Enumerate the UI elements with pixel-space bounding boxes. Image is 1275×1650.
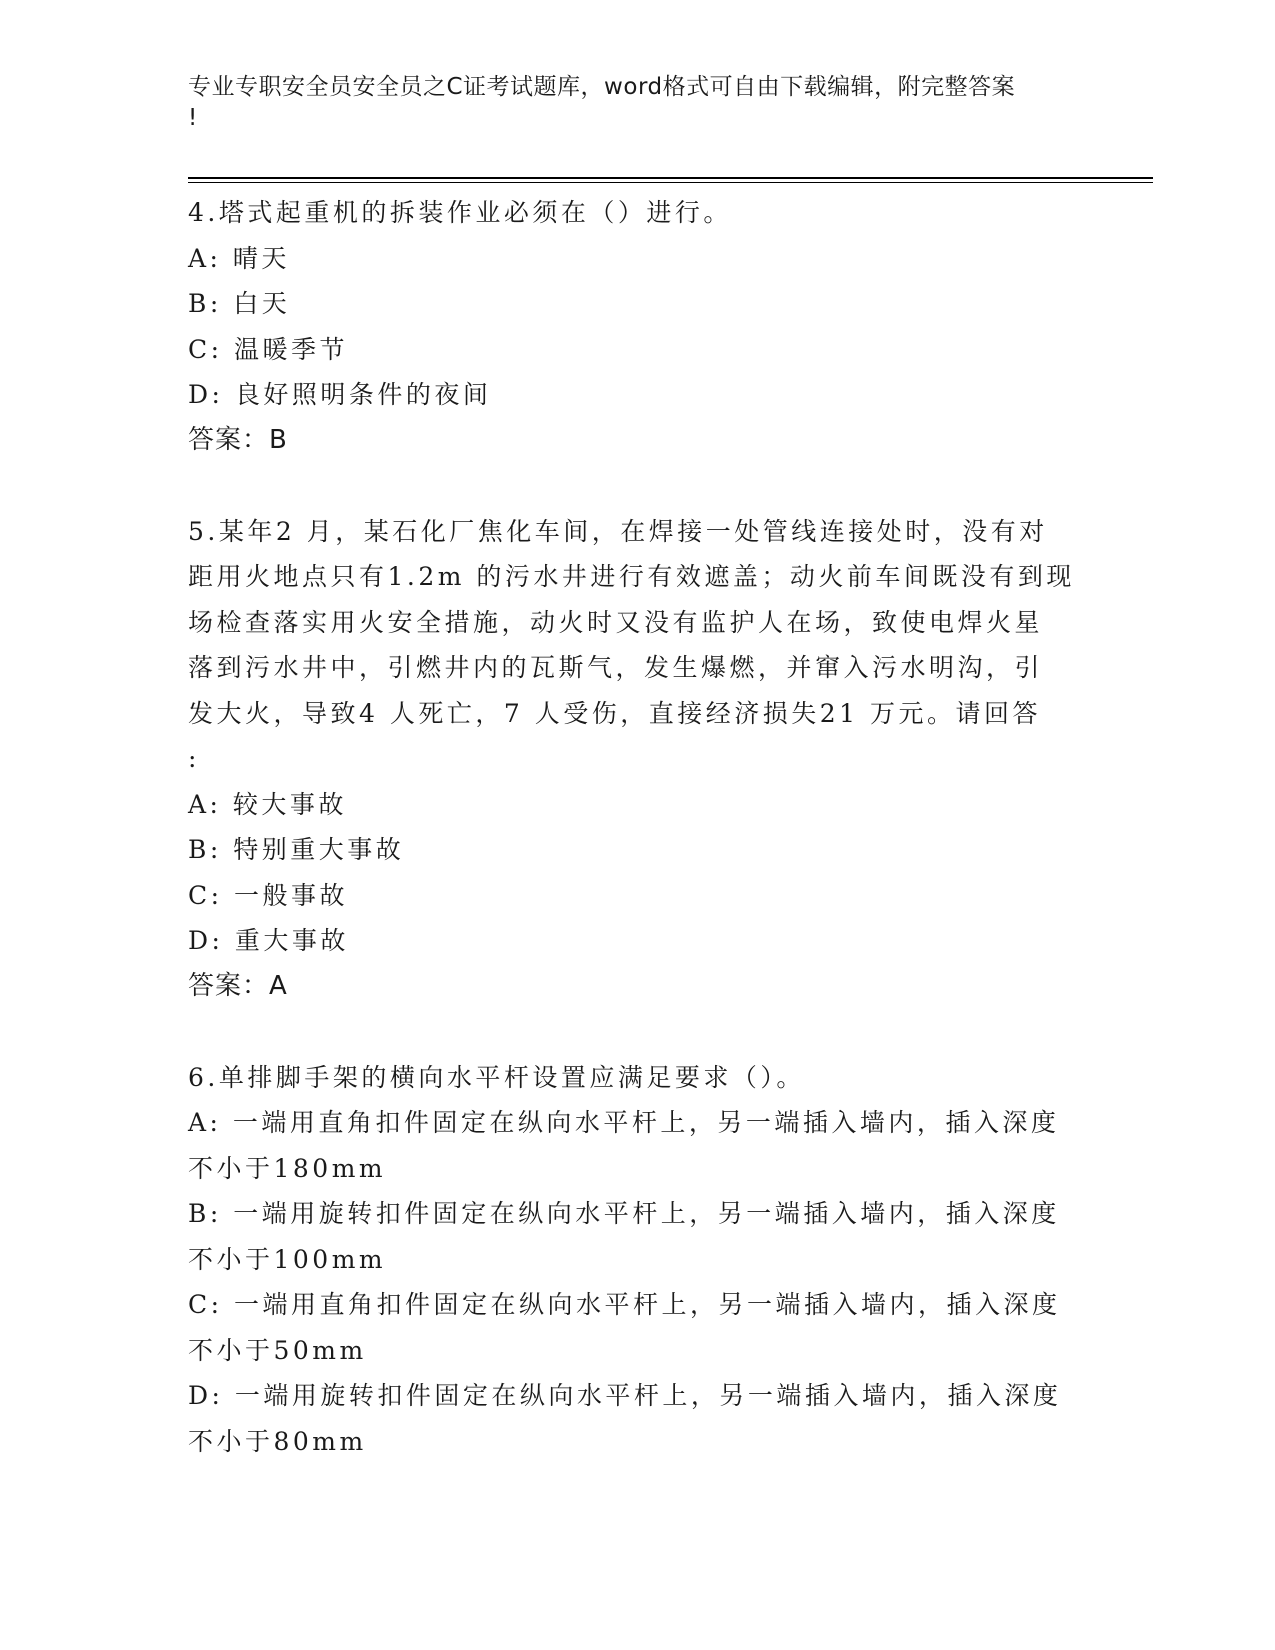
question-text: 落到污水井中，引燃井内的瓦斯气，发生爆燃，并窜入污水明沟，引: [188, 653, 1044, 682]
option-b-continuation: 不小于100mm: [188, 1244, 387, 1274]
question-text: 4.塔式起重机的拆装作业必须在（）进行。: [188, 198, 732, 227]
question-text: 发大火，导致4 人死亡，7 人受伤，直接经济损失21 万元。请回答: [188, 698, 1041, 728]
option-c: C: 温暖季节: [188, 334, 348, 364]
header-rule-thick: [188, 177, 1153, 179]
question-text: :: [188, 744, 200, 773]
option-a: A: 一端用直角扣件固定在纵向水平杆上，另一端插入墙内，插入深度: [188, 1108, 1060, 1137]
option-a-continuation: 不小于180mm: [188, 1153, 387, 1183]
option-d: D: 一端用旋转扣件固定在纵向水平杆上，另一端插入墙内，插入深度: [188, 1381, 1062, 1410]
question-text: 场检查落实用火安全措施，动火时又没有监护人在场，致使电焊火星: [188, 607, 1044, 637]
option-b: B: 一端用旋转扣件固定在纵向水平杆上，另一端插入墙内，插入深度: [188, 1199, 1060, 1228]
header-title-continuation: !: [188, 105, 198, 131]
option-d: D: 重大事故: [188, 926, 349, 955]
question-list: [188, 190, 1088, 1464]
question-block: [188, 1055, 1088, 1465]
question-text: 距用火地点只有1.2m 的污水井进行有效遮盖；动火前车间既没有到现: [188, 562, 1075, 591]
answer-line: 答案：B: [188, 424, 288, 455]
question-block: [188, 509, 1088, 1010]
question-text: 5.某年2 月，某石化厂焦化车间，在焊接一处管线连接处时，没有对: [188, 516, 1048, 546]
option-b: B: 白天: [188, 289, 291, 318]
question-block: [188, 190, 1088, 463]
option-a: A: 晴天: [188, 243, 290, 273]
option-c: C: 一端用直角扣件固定在纵向水平杆上，另一端插入墙内，插入深度: [188, 1290, 1061, 1319]
option-b: B: 特别重大事故: [188, 835, 405, 864]
answer-line: 答案：A: [188, 970, 288, 1001]
option-a: A: 较大事故: [188, 789, 347, 819]
header-title: 专业专职安全员安全员之C证考试题库，word格式可自由下载编辑，附完整答案: [188, 74, 1016, 100]
page-header: [188, 72, 1088, 134]
option-d-continuation: 不小于80mm: [188, 1426, 367, 1456]
option-c: C: 一般事故: [188, 880, 348, 910]
option-d: D: 良好照明条件的夜间: [188, 380, 492, 409]
header-rule-thin: [188, 182, 1153, 183]
option-c-continuation: 不小于50mm: [188, 1335, 367, 1365]
question-text: 6.单排脚手架的横向水平杆设置应满足要求（）。: [188, 1062, 805, 1092]
